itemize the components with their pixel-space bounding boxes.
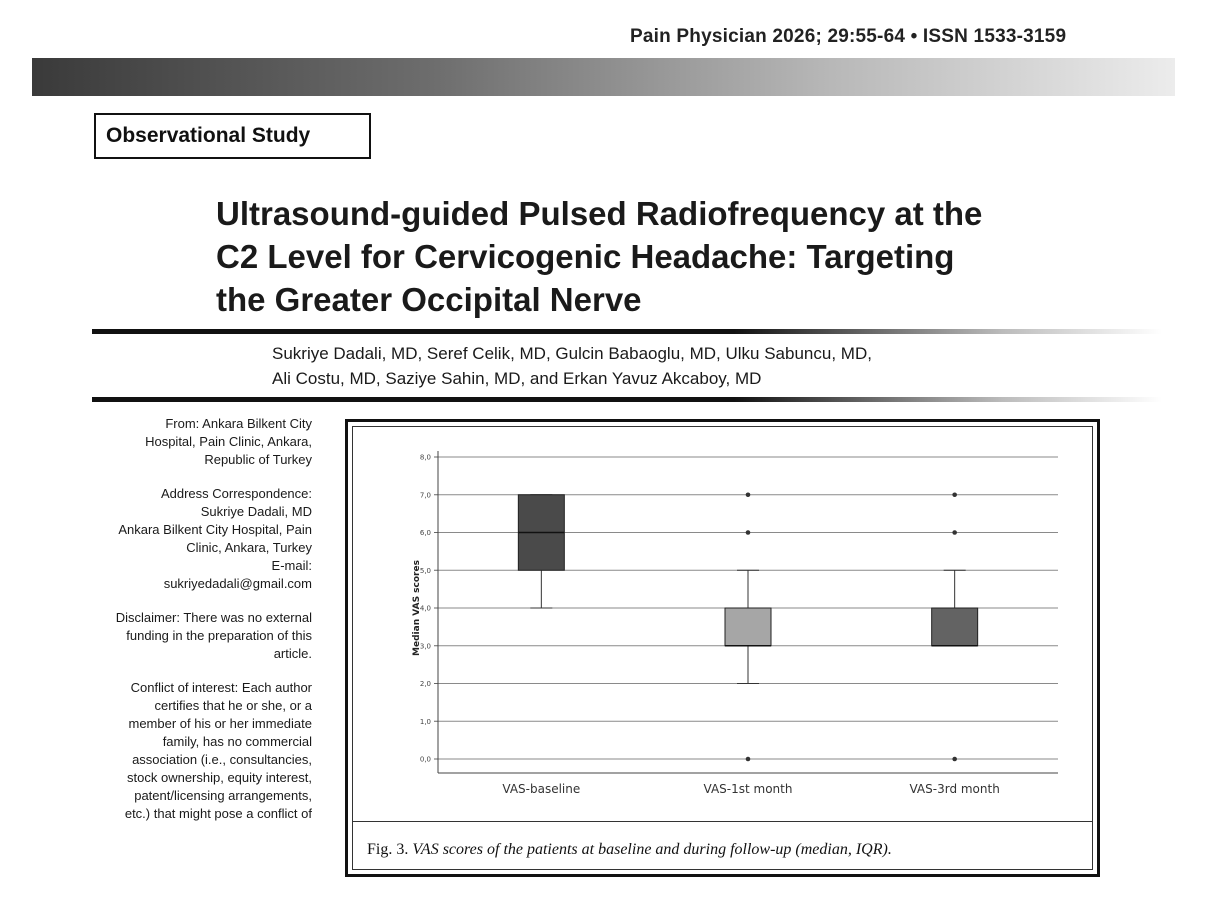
sidebar-line: Address Correspondence:: [160, 486, 312, 501]
title-rule: [92, 329, 1162, 334]
y-tick-label: 1,0: [419, 717, 431, 726]
caption-text: VAS scores of the patients at baseline and during follow-up (median, IQR).: [412, 841, 892, 858]
outlier-point: [952, 757, 957, 762]
sidebar-line: From: Ankara Bilkent City: [165, 416, 312, 431]
outlier-point: [746, 492, 751, 497]
author-list: [272, 341, 1132, 391]
title-line: Ultrasound-guided Pulsed Radiofrequency at the: [216, 195, 983, 232]
sidebar-line: Disclaimer: There was no external: [115, 610, 312, 625]
sidebar-line: Conflict of interest: Each author: [130, 680, 312, 695]
outlier-point: [746, 757, 751, 762]
box-iqr: [932, 608, 978, 646]
sidebar-line: Clinic, Ankara, Turkey: [186, 540, 312, 555]
y-tick-label: 4,0: [419, 604, 431, 613]
x-category-label: VAS-3rd month: [909, 782, 1000, 796]
sidebar-line: article.: [273, 646, 312, 661]
y-tick-label: 0,0: [419, 755, 431, 764]
disclaimer-block: [90, 609, 312, 663]
email-link[interactable]: sukriyedadali@gmail.com: [163, 576, 312, 591]
journal-citation: Pain Physician 2026; 29:55-64 • ISSN 1533-3159: [630, 26, 1067, 47]
x-category-label: VAS-baseline: [502, 782, 581, 796]
article-sidebar: [90, 415, 312, 827]
sidebar-line: Hospital, Pain Clinic, Ankara,: [145, 434, 312, 449]
study-type-label: Observational Study: [94, 113, 371, 159]
author-rule: [92, 397, 1162, 402]
author-line: Sukriye Dadali, MD, Seref Celik, MD, Gulcin Babaoglu, MD, Ulku Sabuncu, MD,: [272, 344, 872, 363]
sidebar-line: E-mail:: [271, 558, 312, 573]
sidebar-line: Republic of Turkey: [204, 452, 312, 467]
header-gradient-bar: [32, 58, 1175, 96]
y-tick-label: 2,0: [419, 680, 431, 688]
y-tick-label: 8,0: [419, 453, 431, 462]
affiliation-block: [90, 415, 312, 469]
sidebar-line: funding in the preparation of this: [126, 628, 312, 643]
y-tick-label: 6,0: [419, 529, 431, 537]
article-title: [216, 192, 1156, 321]
figure-caption: [367, 841, 1087, 859]
sidebar-line: Ankara Bilkent City Hospital, Pain: [118, 522, 312, 537]
y-tick-label: 5,0: [419, 566, 431, 575]
title-line: C2 Level for Cervicogenic Headache: Targeting: [216, 238, 955, 275]
sidebar-line: association (i.e., consultancies,: [132, 752, 312, 767]
sidebar-line: family, has no commercial: [162, 734, 312, 749]
figure-inner: [352, 426, 1093, 870]
y-axis-label: Median VAS scores: [412, 560, 422, 656]
title-line: the Greater Occipital Nerve: [216, 281, 642, 318]
author-line: Ali Costu, MD, Saziye Sahin, MD, and Erkan Yavuz Akcaboy, MD: [272, 369, 762, 388]
box-plot-chart: [353, 427, 1098, 819]
figure-frame: [345, 419, 1100, 877]
box-iqr: [725, 608, 771, 646]
sidebar-line: certifies that he or she, or a: [154, 698, 312, 713]
sidebar-line: patent/licensing arrangements,: [134, 788, 312, 803]
outlier-point: [746, 530, 751, 535]
sidebar-line: etc.) that might pose a conflict of: [124, 806, 312, 821]
outlier-point: [952, 530, 957, 535]
x-category-label: VAS-1st month: [703, 782, 793, 796]
outlier-point: [952, 492, 957, 497]
sidebar-line: stock ownership, equity interest,: [127, 770, 312, 785]
sidebar-line: Sukriye Dadali, MD: [200, 504, 312, 519]
caption-label: Fig. 3.: [367, 841, 409, 858]
caption-separator: [353, 821, 1092, 822]
conflict-of-interest-block: [90, 679, 312, 823]
correspondence-block: [90, 485, 312, 593]
sidebar-line: member of his or her immediate: [128, 716, 312, 731]
y-tick-label: 7,0: [419, 491, 431, 500]
y-tick-label: 3,0: [419, 642, 431, 651]
